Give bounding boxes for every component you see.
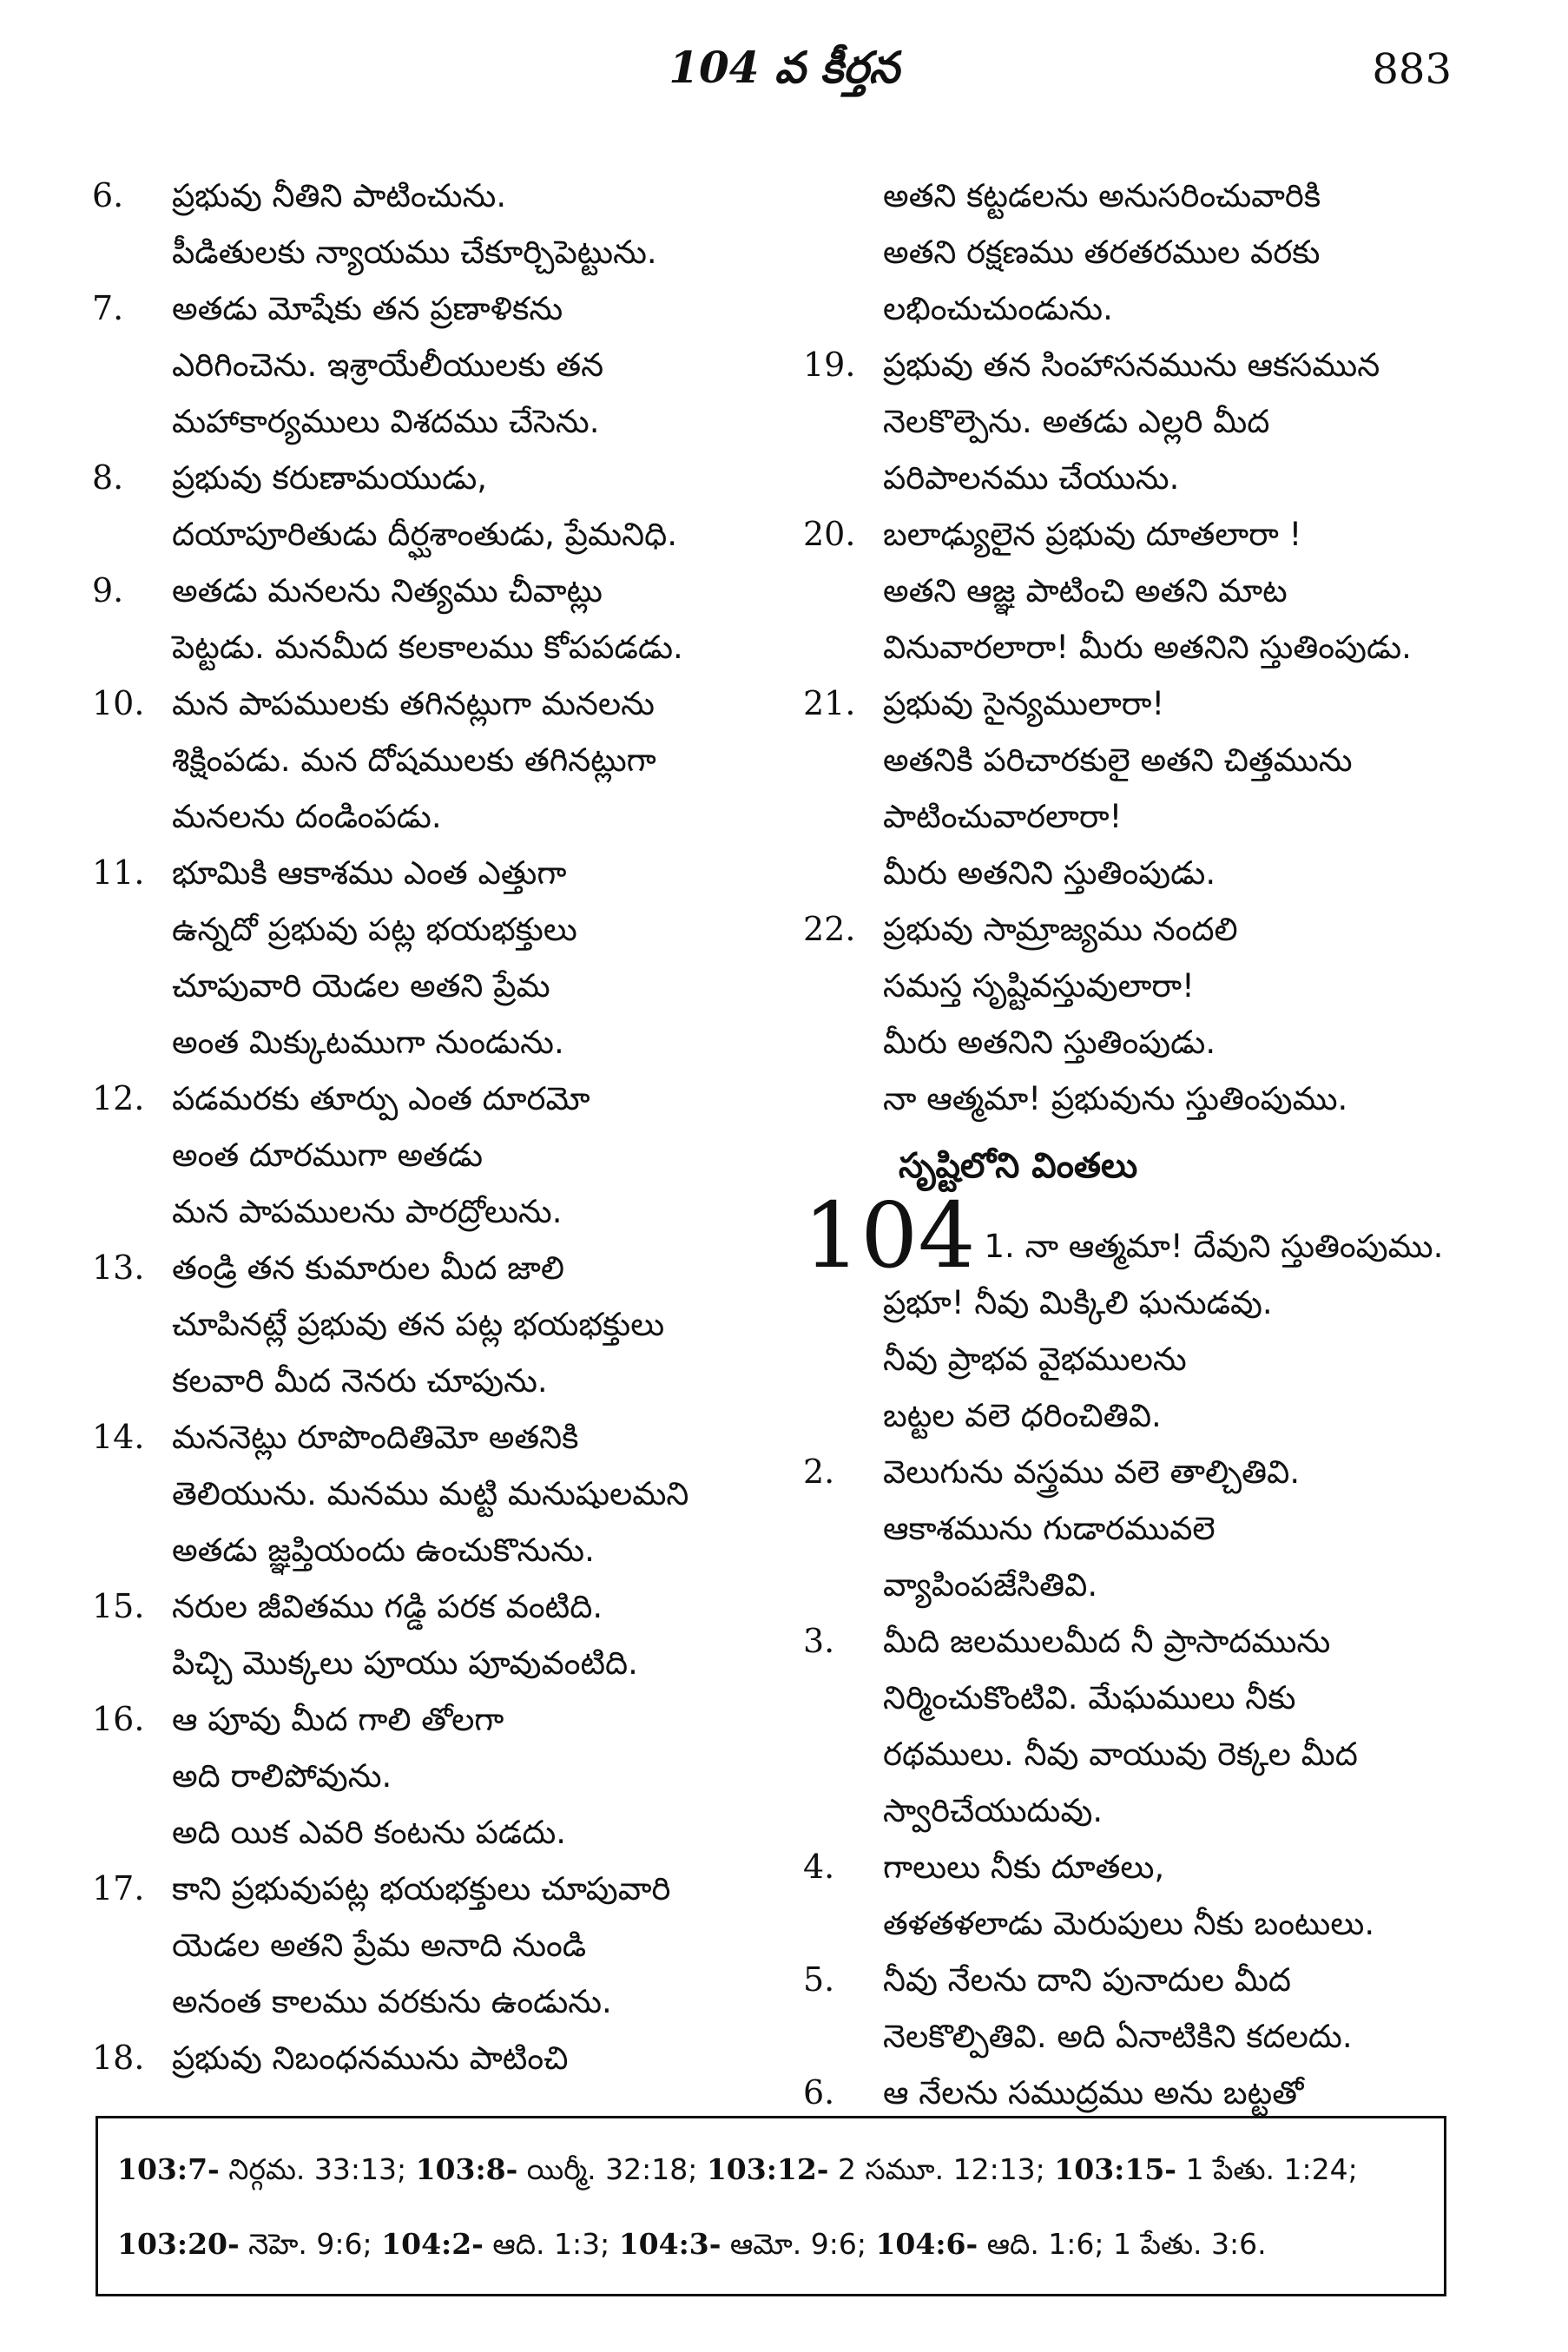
verse <box>92 2030 769 2086</box>
verse-number: 14. <box>92 1418 145 1456</box>
verse-number: 12. <box>92 1079 145 1117</box>
verse <box>92 450 769 563</box>
verse-line: ఉన్నదో ప్రభువు పట్ల భయభక్తులు <box>172 911 577 948</box>
verse-line: పడమరకు తూర్పు ఎంత దూరమో <box>172 1080 590 1117</box>
verse-line: నీవు నేలను దాని పునాదుల మీద <box>883 1961 1292 1999</box>
verse-line: ప్రభూ! నీవు మిక్కిలి ఘనుడవు. <box>883 1284 1273 1321</box>
verse-number: 15. <box>92 1587 145 1625</box>
verse-line: అతని కట్టడలను అనుసరించువారికి <box>883 177 1321 214</box>
verse-line: ప్రభువు సామ్రాజ్యము నందలి <box>883 911 1238 948</box>
psalm-start <box>803 1183 1463 1288</box>
verse-line: గాలులు నీకు దూతలు, <box>883 1848 1165 1886</box>
footnote-text: నెహె. 9:6; <box>239 2227 382 2261</box>
verse <box>803 1444 1463 1613</box>
verse <box>803 675 1463 901</box>
verse-text <box>883 1952 1463 2065</box>
footnote-ref: 103:15- <box>1054 2152 1176 2186</box>
footnote-text: ఆది. 1:6; 1 పేతు. 3:6. <box>978 2227 1267 2261</box>
verse-line: శిక్షింపడు. మన దోషములకు తగినట్లుగా <box>172 741 656 779</box>
verse-text <box>172 1691 769 1861</box>
right-column <box>803 168 1463 2121</box>
verse-text <box>883 168 1463 337</box>
verse-line: లభించుచుండును. <box>883 290 1113 327</box>
verse-text <box>172 1240 769 1409</box>
verse-text <box>172 450 769 563</box>
verse-line: ఆ పూవు మీద గాలి తోలగా <box>172 1701 504 1738</box>
verse-line: ఎరిగించెను. ఇశ్రాయేలీయులకు తన <box>172 346 604 384</box>
verse-line: వెలుగును వస్త్రము వలె తాల్చితివి. <box>883 1453 1301 1491</box>
verse <box>803 506 1463 675</box>
verse-line: తండ్రి తన కుమారుల మీద జాలి <box>172 1249 564 1287</box>
footnote-ref: 104:2- <box>381 2227 484 2261</box>
verse <box>92 1071 769 1240</box>
verse-line: మన పాపములకు తగినట్లుగా మనలను <box>172 685 655 722</box>
verse-number: 11. <box>92 853 145 892</box>
verse-text <box>172 1409 769 1578</box>
verse <box>92 168 769 280</box>
verse-line: 1. నా ఆత్మమా! దేవుని స్తుతింపుము. <box>984 1228 1444 1265</box>
verse-number: 2. <box>803 1453 835 1491</box>
verse <box>803 168 1463 337</box>
verse-line: ప్రభువు తన సింహాసనమును ఆకసమున <box>883 346 1380 384</box>
verse-line: తళతళలాడు మెరుపులు నీకు బంటులు. <box>883 1905 1375 1942</box>
verse-line: అది రాలిపోవును. <box>172 1757 392 1795</box>
verse-line: ప్రభువు కరుణామయుడు, <box>172 459 488 497</box>
verse-line: చూపువారి యెడల అతని ప్రేమ <box>172 967 550 1005</box>
verse <box>803 1839 1463 1952</box>
verse-text <box>172 1071 769 1240</box>
verse-text <box>172 845 769 1071</box>
verse-line: నిర్మించుకొంటివి. మేఘములు నీకు <box>883 1679 1296 1716</box>
verse-line: మహాకార్యములు విశదము చేసెను. <box>172 403 600 440</box>
verse-number: 17. <box>92 1869 145 1907</box>
verse-text <box>172 675 769 845</box>
verse-line: ఆ నేలను సముద్రము అను బట్టతో <box>883 2074 1304 2112</box>
verse-number: 22. <box>803 910 856 948</box>
page-title: 104 వ కీర్తన <box>669 42 899 93</box>
verse-text <box>883 1839 1463 1952</box>
verse-line: ఆకాశమును గుడారమువలె <box>883 1510 1216 1547</box>
footnote-ref: 103:12- <box>706 2152 829 2186</box>
verse-text <box>883 675 1463 901</box>
verse-text <box>172 280 769 450</box>
verse-line: అంత మిక్కుటముగా నుండును. <box>172 1024 564 1061</box>
footnote-ref: 104:6- <box>875 2227 978 2261</box>
verse-text <box>883 2065 1463 2121</box>
verse-line: వినువారలారా! మీరు అతనిని స్తుతింపుడు. <box>883 629 1412 666</box>
footnote-ref: 103:7- <box>117 2152 220 2186</box>
verse-text <box>172 168 769 280</box>
page-number: 883 <box>1372 45 1452 94</box>
footnote-text: ఆమో. 9:6; <box>721 2227 876 2261</box>
verse-line: కాని ప్రభువుపట్ల భయభక్తులు చూపువారి <box>172 1870 671 1907</box>
verse <box>92 1578 769 1691</box>
verse-line: వ్యాపింపజేసితివి. <box>883 1566 1098 1604</box>
footnotes-box <box>96 2116 1446 2296</box>
verse-line: ప్రభువు నిబంధనమును పాటించి <box>172 2039 569 2077</box>
verse-line: దయాపూరితుడు దీర్ఘశాంతుడు, ప్రేమనిధి. <box>172 516 677 553</box>
verse-text <box>883 901 1463 1127</box>
verse <box>92 563 769 675</box>
verse-number: 16. <box>92 1700 145 1738</box>
verse-number: 21. <box>803 684 856 722</box>
verse-text <box>172 1578 769 1691</box>
verse-line: మీది జలములమీద నీ ప్రాసాదమును <box>883 1623 1331 1660</box>
verse-line: అతడు మోషేకు తన ప్రణాళికను <box>172 290 563 327</box>
verse-line: నరుల జీవితము గడ్డి పరక వంటిది. <box>172 1588 603 1625</box>
verse-line: మీరు అతనిని స్తుతింపుడు. <box>883 854 1216 892</box>
verse-text <box>883 1613 1463 1839</box>
verse <box>92 1409 769 1578</box>
verse-number: 13. <box>92 1248 145 1287</box>
footnote-line-2 <box>117 2207 1425 2282</box>
verse-line: అతనికి పరిచారకులై అతని చిత్తమును <box>883 741 1353 779</box>
verse-number: 6. <box>92 176 124 214</box>
verse-text <box>883 1444 1463 1613</box>
verse-number: 10. <box>92 684 145 722</box>
verse-line: మన పాపములను పారద్రోలును. <box>172 1193 563 1230</box>
verse-line: నీవు ప్రాభవ వైభములను <box>883 1341 1187 1378</box>
verse-number: 4. <box>803 1848 835 1886</box>
verse-text <box>172 2030 769 2086</box>
verse-line: చూపినట్లే ప్రభువు తన పట్ల భయభక్తులు <box>172 1306 665 1343</box>
verse <box>92 675 769 845</box>
verse <box>92 1861 769 2030</box>
verse <box>92 280 769 450</box>
footnote-ref: 104:3- <box>618 2227 721 2261</box>
verse-line: అనంత కాలము వరకును ఉండును. <box>172 1983 612 2020</box>
verse-line: పీడితులకు న్యాయము చేకూర్చిపెట్టును. <box>172 234 657 271</box>
verse <box>803 2065 1463 2121</box>
footnote-ref: 103:20- <box>117 2227 240 2261</box>
footnote-text: ఆది. 1:3; <box>483 2227 619 2261</box>
verse-line: అంత దూరముగా అతడు <box>172 1136 484 1174</box>
verse-line: అతడు జ్ఞప్తియందు ఉంచుకొనును. <box>172 1532 595 1569</box>
footnote-text: 1 పేతు. 1:24; <box>1176 2152 1358 2186</box>
psalm-number: 104 <box>803 1183 976 1288</box>
verse-number: 8. <box>92 458 124 497</box>
footnote-ref: 103:8- <box>415 2152 518 2186</box>
verse <box>92 1240 769 1409</box>
verse-line: బలాఢ్యులైన ప్రభువు దూతలారా ! <box>883 516 1302 553</box>
verse-line: అతడు మనలను నిత్యము చీవాట్లు <box>172 572 603 609</box>
verse-number <box>803 168 883 337</box>
verse-number: 20. <box>803 515 856 553</box>
verse-line: తెలియును. మనము మట్టి మనుషులమని <box>172 1475 689 1512</box>
verse-number: 5. <box>803 1960 835 1999</box>
verse-line: నెలకొల్పెను. అతడు ఎల్లరి మీద <box>883 403 1270 440</box>
verse-line: సమస్త సృష్టివస్తువులారా! <box>883 967 1195 1005</box>
left-column <box>92 168 769 2086</box>
verse-number: 3. <box>803 1622 835 1660</box>
verse-number: 18. <box>92 2039 145 2077</box>
verse-line: అది యిక ఎవరి కంటను పడదు. <box>172 1814 567 1851</box>
verse-number: 7. <box>92 289 124 327</box>
verse-line: మననెట్లు రూపొందితిమో అతనికి <box>172 1419 579 1456</box>
verse-text <box>883 337 1463 506</box>
verse-line: కలవారి మీద నెనరు చూపును. <box>172 1362 548 1400</box>
verse-text <box>883 506 1463 675</box>
footnote-line-1 <box>117 2132 1425 2207</box>
verse <box>92 845 769 1071</box>
verse <box>803 337 1463 506</box>
verse-line: ప్రభువు సైన్యములారా! <box>883 685 1165 722</box>
verse-number: 9. <box>92 571 124 609</box>
verse <box>803 1952 1463 2065</box>
verse-line: మనలను దండింపడు. <box>172 798 442 835</box>
verse-line: రథములు. నీవు వాయువు రెక్కల మీద <box>883 1736 1358 1773</box>
footnote-text: యిర్మీ. 32:18; <box>517 2152 707 2186</box>
verse-line: యెడల అతని ప్రేమ అనాది నుండి <box>172 1927 587 1964</box>
verse-text <box>172 563 769 675</box>
verse-line: స్వారిచేయుదువు. <box>883 1792 1104 1829</box>
verse-number: 6. <box>803 2073 835 2112</box>
verse <box>803 901 1463 1127</box>
verse-line: నెలకొల్పితివి. అది ఏనాటికిని కదలదు. <box>883 2018 1353 2055</box>
verse-line: అతని రక్షణము తరతరముల వరకు <box>883 234 1321 271</box>
verse-number-spacer <box>803 1275 883 1444</box>
verse-line: నా ఆత్మమా! ప్రభువును స్తుతింపుము. <box>883 1080 1348 1117</box>
verse <box>803 1275 1463 1444</box>
verse-line: పిచ్చి మొక్కలు పూయు పూవువంటిది. <box>172 1644 638 1682</box>
verse-text <box>883 1275 1463 1444</box>
verse-line: పాటించువారలారా! <box>883 798 1123 835</box>
verse-line: ప్రభువు నీతిని పాటించును. <box>172 177 507 214</box>
verse <box>803 1613 1463 1839</box>
verse <box>92 1691 769 1861</box>
verse-line: భూమికి ఆకాశము ఎంత ఎత్తుగా <box>172 854 567 892</box>
footnote-text: నిర్గమ. 33:13; <box>219 2152 416 2186</box>
verse-line: బట్టల వలె ధరించితివి. <box>883 1397 1162 1434</box>
section-heading: సృష్టిలోని వింతలు <box>899 1146 1138 1186</box>
verse-line: పెట్టడు. మనమీద కలకాలము కోపపడడు. <box>172 629 683 666</box>
footnote-text: 2 సమూ. 12:13; <box>828 2152 1055 2186</box>
verse-line: పరిపాలనము చేయును. <box>883 459 1180 497</box>
verse-line: అతని ఆజ్ఞ పాటించి అతని మాట <box>883 572 1288 609</box>
verse-number: 19. <box>803 346 856 384</box>
verse-text <box>172 1861 769 2030</box>
verse-line: మీరు అతనిని స్తుతింపుడు. <box>883 1024 1216 1061</box>
